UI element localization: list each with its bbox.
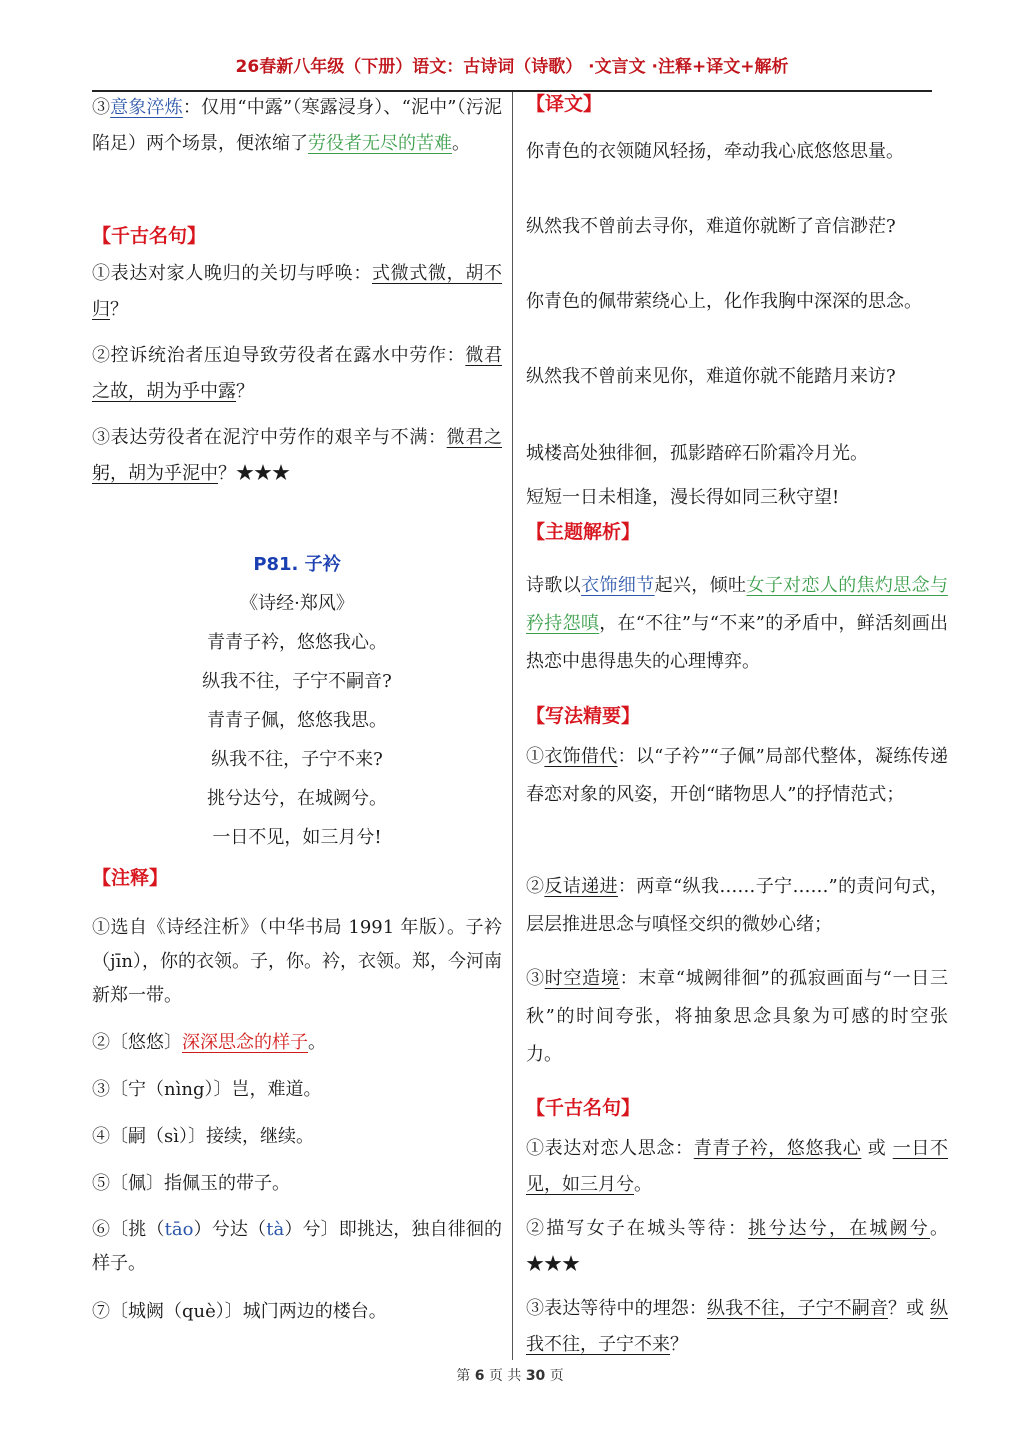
poem-line: 挑兮达兮，在城阙兮。: [207, 788, 387, 809]
note-item: ⑦〔城阙（què）〕城门两边的楼台。: [92, 1301, 387, 1322]
translation-line: 纵然我不曾前去寻你，难道你就断了音信渺茫?: [526, 216, 896, 237]
section-title-famous-right: 【千古名句】: [526, 1097, 641, 1119]
poem-title: P81. 子衿: [253, 554, 341, 575]
poem-line: 一日不见，如三月兮!: [212, 827, 382, 848]
section-title-famous: 【千古名句】: [92, 225, 207, 247]
section-title-writing: 【写法精要】: [526, 705, 641, 727]
writing-term: 时空造境: [544, 968, 620, 989]
intro-paragraph: ③意象淬炼：仅用“中露”（寒露浸身）、“泥中”（污泥陷足）两个场景，便浓缩了劳役者无尽的苦难。: [92, 97, 503, 154]
theme-paragraph: 诗歌以衣饰细节起兴，倾吐女子对恋人的焦灼思念与矜持怨嗔，在“不往”与“不来”的矛盾中，鲜活刻画出热恋中患得患失的心理博弈。: [526, 575, 949, 672]
intro-term: 意象淬炼: [110, 97, 183, 118]
translation-line: 你青色的衣领随风轻扬，牵动我心底悠悠思量。: [526, 141, 904, 162]
theme-highlight: 女子对恋人的焦灼思念与矜持怨嗔: [526, 575, 949, 634]
famous-line: ②描写女子在城头等待：挑兮达兮，在城阙兮。★★★: [526, 1218, 949, 1275]
note-item: ⑥〔挑（tāo）兮达（tà）兮〕即挑达，独自徘徊的样子。: [92, 1219, 503, 1274]
writing-term: 反诘递进: [544, 876, 618, 897]
translation-line: 短短一日未相逢，漫长得如同三秋守望!: [526, 487, 840, 508]
note-definition: 深深思念的样子: [182, 1032, 308, 1053]
famous-line: ①表达对恋人思念：青青子衿，悠悠我心 或 一日不见，如三月兮。: [526, 1138, 949, 1195]
poem-line: 纵我不往，子宁不来?: [211, 749, 383, 770]
famous-line: ③表达劳役者在泥泞中劳作的艰辛与不满：微君之躬，胡为乎泥中？★★★: [92, 427, 503, 484]
translation-line: 纵然我不曾前来见你，难道你就不能踏月来访?: [526, 366, 896, 387]
poem-line: 青青子佩，悠悠我思。: [207, 710, 387, 731]
note-item: ④〔嗣（sì）〕接续，继续。: [92, 1126, 314, 1147]
poem-source: 《诗经·郑风》: [240, 593, 354, 614]
header-title: 26春新八年级（下册）语文：古诗词（诗歌） ·文言文 ·注释+译文+解析: [235, 57, 789, 77]
page-footer: 第 6 页 共 30 页: [456, 1368, 564, 1384]
poem-line: 青青子衿，悠悠我心。: [207, 632, 387, 653]
note-item: ①选自《诗经注析》（中华书局 1991 年版）。子衿（jīn），你的衣领。子，你。衿，衣领。郑，今河南新郑一带。: [92, 917, 502, 1006]
intro-highlight: 劳役者无尽的苦难: [308, 133, 452, 154]
famous-line: ③表达等待中的埋怨：纵我不往，子宁不嗣音？或 纵我不往，子宁不来？: [526, 1298, 948, 1355]
page-total: 30: [525, 1368, 546, 1384]
translation-line: 城楼高处独徘徊，孤影踏碎石阶霜冷月光。: [526, 443, 868, 464]
page-number: 6: [474, 1368, 485, 1384]
translation-line: 你青色的佩带萦绕心上，化作我胸中深深的思念。: [526, 291, 922, 312]
writing-item: ②反诘递进：两章“纵我……子宁……”的责问句式，层层推进思念与嗔怪交织的微妙心绪；: [526, 876, 949, 935]
famous-line: ①表达对家人晚归的关切与呼唤：式微式微，胡不归？: [92, 263, 502, 320]
writing-term: 衣饰借代: [544, 746, 618, 767]
section-title-notes: 【注释】: [92, 867, 169, 889]
column-divider: [512, 92, 513, 1360]
section-title-translation: 【译文】: [526, 93, 603, 115]
poem-line: 纵我不往，子宁不嗣音?: [202, 671, 392, 692]
famous-line: ②控诉统治者压迫导致劳役者在露水中劳作：微君之故，胡为乎中露？: [92, 345, 503, 402]
section-title-theme: 【主题解析】: [526, 521, 641, 543]
note-item: ③〔宁（nìng）〕岂，难道。: [92, 1079, 322, 1100]
writing-item: ①衣饰借代：以“子衿”“子佩”局部代整体，凝练传递春恋对象的风姿，开创“睹物思人”的抒情范式；: [526, 746, 948, 805]
note-item: ②〔悠悠〕深深思念的样子。: [92, 1032, 326, 1053]
note-item: ⑤〔佩〕指佩玉的带子。: [92, 1173, 290, 1194]
writing-item: ③时空造境：末章“城阙徘徊”的孤寂画面与“一日三秋”的时间夸张，将抽象思念具象为可感的时空张力。: [526, 968, 949, 1065]
theme-highlight: 衣饰细节: [581, 575, 655, 596]
